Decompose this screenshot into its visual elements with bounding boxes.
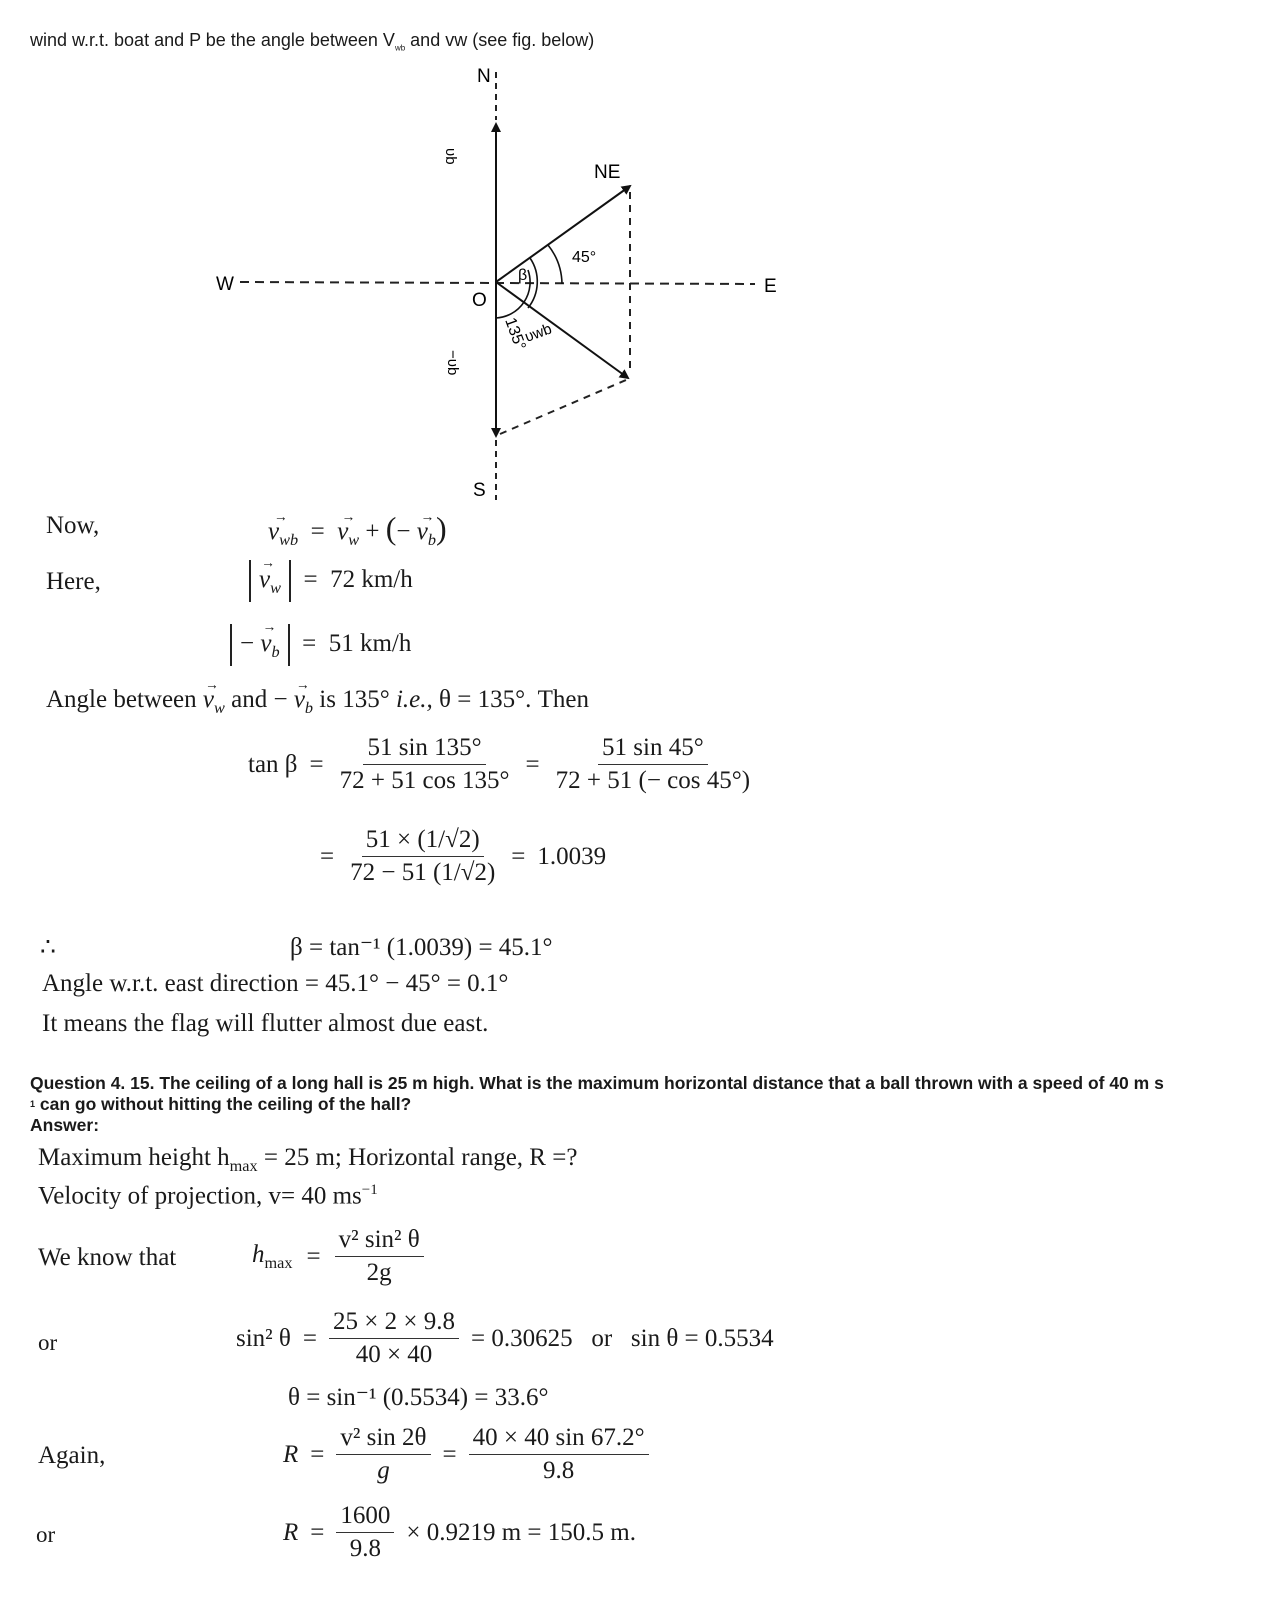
origin-label: O [472, 290, 487, 311]
subscript: w [348, 531, 360, 549]
subscript: wb [279, 531, 299, 549]
symbol: v [337, 518, 349, 545]
north-label: N [477, 66, 491, 87]
question-text [30, 1073, 1164, 1136]
minus-vb-label: −υb [444, 350, 461, 376]
text: i.e., [395, 686, 433, 713]
numerator: 51 sin 135° [363, 734, 485, 765]
vector-diagram [0, 0, 1275, 510]
fraction [552, 734, 754, 795]
subscript: max [264, 1253, 293, 1272]
fraction [469, 1424, 649, 1485]
text: = 25 m; Horizontal range, R =? [257, 1144, 578, 1171]
intro-text-part: wind w.r.t. boat and P be the angle between V [30, 30, 395, 50]
vw-vector [496, 186, 630, 282]
know-label: We know that [38, 1244, 177, 1271]
subscript: b [427, 531, 436, 549]
denominator: 9.8 [543, 1457, 575, 1484]
superscript: 1 [30, 1099, 36, 1109]
numerator: 40 × 40 sin 67.2° [469, 1424, 649, 1455]
fraction [346, 826, 499, 887]
angle-arc-45 [548, 245, 562, 284]
vw-magnitude-value: 72 km/h [330, 566, 413, 593]
intro-subscript: wb [394, 43, 406, 53]
text: θ = 135°. Then [439, 686, 589, 713]
vb-magnitude-value: 51 km/h [328, 630, 412, 657]
or-label: or [36, 1522, 56, 1547]
theta-result: θ = sin⁻¹ (0.5534) = 33.6° [288, 1384, 549, 1411]
subscript: max [229, 1157, 258, 1175]
therefore-symbol: ∴ [40, 934, 56, 961]
symbol: v [416, 518, 428, 545]
denominator: 72 + 51 (− cos 45°) [555, 767, 751, 794]
fraction [335, 1226, 424, 1287]
text: Velocity of projection, v= 40 ms [38, 1182, 362, 1210]
superscript: −1 [361, 1182, 378, 1198]
here-label: Here, [46, 568, 101, 595]
denominator: 72 + 51 cos 135° [339, 767, 510, 794]
angle-135-label: 135° [501, 315, 529, 353]
numerator: 51 × (1/√2) [362, 826, 484, 857]
denominator: 40 × 40 [355, 1341, 433, 1368]
text: is 135° [319, 686, 390, 713]
tan-beta-equation: tan β = $\frac{51 \sin 135^\circ}{72 + 51 \cos 135^\circ}$ = $\frac{51 \sin 45^\circ}{72 + 51 (- \cos 45^\circ)}$ [248, 734, 754, 795]
beta-result: β = tan⁻¹ (1.0039) = 45.1° [290, 934, 553, 961]
fraction [336, 1424, 430, 1485]
sin-squared-equation: sin² θ = $\frac{25 \times 2 \times 9.8}{40 \times 40}$ = 0.30625 or sin θ = 0.5534 [236, 1308, 774, 1368]
text: can go without hitting the ceiling of the hall? [35, 1094, 412, 1114]
lhs: sin² θ [236, 1324, 291, 1352]
numerator: 1600 [336, 1502, 394, 1533]
symbol: R [283, 1440, 299, 1468]
fraction [329, 1308, 459, 1369]
west-label: W [216, 274, 234, 295]
given-max-height [38, 1144, 577, 1176]
fraction [336, 1502, 394, 1563]
tan-beta-value: 1.0039 [537, 842, 607, 870]
range-formula: R = $\frac{\text{v² sin 2θ}}{g}$ = $\frac{40 \times 40 \sin 67.2^\circ}{9.8}$ [283, 1424, 649, 1485]
now-label: Now, [46, 512, 100, 539]
numerator: v² sin² θ [335, 1226, 424, 1257]
vwb-label: υwb [522, 320, 555, 346]
rhs: = 0.30625 or sin θ = 0.5534 [470, 1324, 774, 1352]
tan-beta-lhs: tan β [248, 750, 298, 778]
fraction [336, 734, 514, 795]
text: and [231, 686, 268, 713]
numerator: 25 × 2 × 9.8 [329, 1308, 459, 1339]
text: Angle between [46, 686, 197, 713]
south-label: S [473, 480, 486, 501]
symbol: h [252, 1240, 265, 1268]
vb-label: υb [442, 148, 459, 165]
denominator: g [377, 1457, 390, 1484]
symbol: v [268, 518, 280, 545]
numerator: v² sin 2θ [336, 1424, 430, 1455]
answer-label: Answer: [30, 1115, 100, 1135]
denominator: 72 − 51 (1/√2) [350, 859, 496, 886]
or-label: or [38, 1330, 58, 1355]
conclusion-text: It means the flag will flutter almost due east. [42, 1010, 489, 1037]
question-line-2 [30, 1094, 1164, 1115]
parallelogram-side [500, 380, 626, 434]
angle-45-label: 45° [572, 249, 597, 266]
given-velocity [38, 1182, 378, 1210]
hmax-equation: $h_{max}$ = $\frac{\text{v² sin² θ}}{2g}$ [252, 1226, 424, 1287]
intro-text-part: and vw (see fig. below) [405, 30, 595, 50]
equation-vwb: → $v_{wb}$ = → $v_w$ + (− → $v_b$) [268, 510, 447, 550]
denominator: 9.8 [349, 1535, 382, 1562]
beta-label: β [518, 267, 528, 284]
denominator: 2g [366, 1259, 392, 1286]
question-line-1: Question 4. 15. The ceiling of a long hall is 25 m high. What is the maximum horizontal distance that a ball thrown with a speed of 40 m s [30, 1073, 1164, 1093]
tan-beta-value-equation: = $\frac{51 \times (1/√2)}{72 - 51 (1/√2)}$ = 1.0039 [320, 826, 607, 886]
range-value: × 0.9219 m = 150.5 m. [406, 1518, 636, 1546]
east-label: E [764, 276, 777, 297]
numerator: 51 sin 45° [598, 734, 708, 765]
angle-statement: Angle between → $v_w$ and − → $v_b$ is 135° i.e., θ = 135°. Then [46, 686, 589, 718]
east-angle-result: Angle w.r.t. east direction = 45.1° − 45° = 0.1° [42, 970, 509, 997]
symbol: R [283, 1518, 299, 1546]
text: Maximum height h [38, 1144, 230, 1171]
equation-vb-magnitude: − → $v_b = 51$ km/h [230, 624, 411, 666]
again-label: Again, [38, 1442, 106, 1469]
equation-vw-magnitude: → $v_w = 72$ km/h [249, 560, 413, 602]
range-result: R = $\frac{1600}{9.8}$ × 0.9219 m = 150.5 m. [283, 1502, 636, 1562]
northeast-label: NE [594, 162, 621, 183]
